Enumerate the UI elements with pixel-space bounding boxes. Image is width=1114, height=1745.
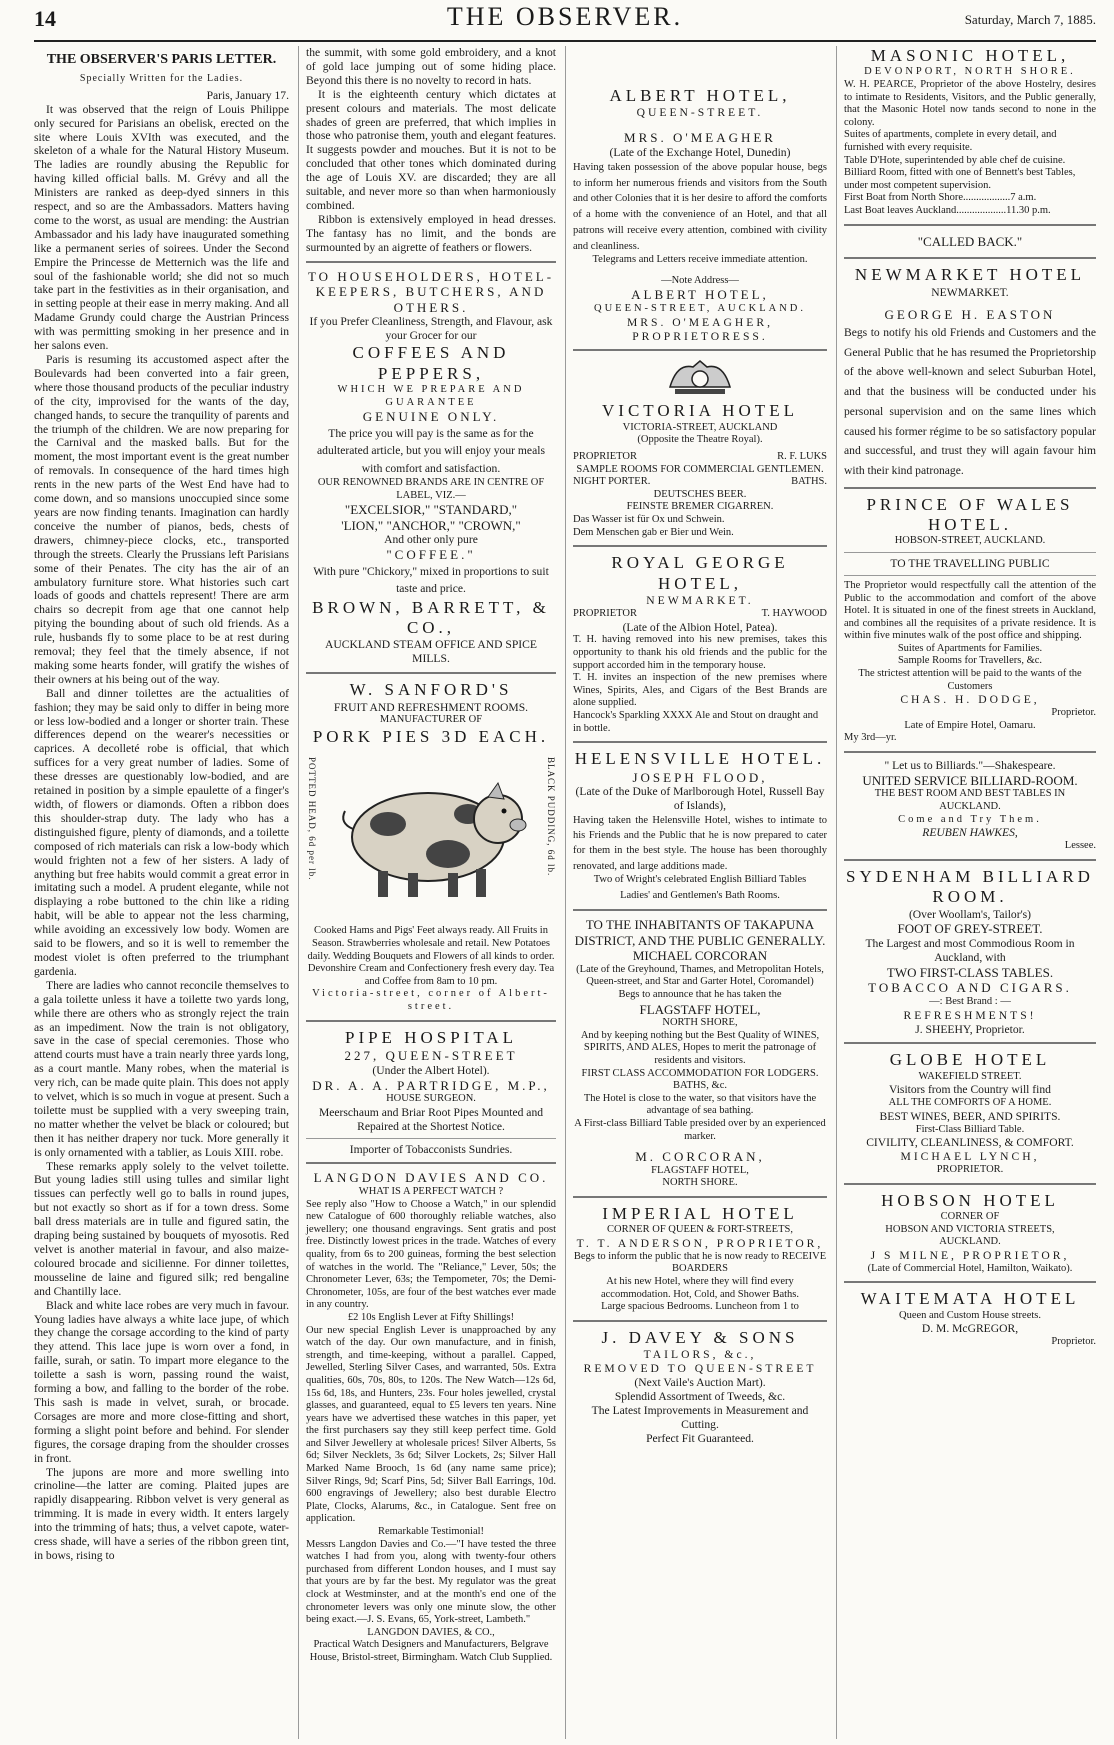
- ad-heading: PIPE HOSPITAL: [344, 1027, 517, 1047]
- ad-text: WHAT IS A PERFECT WATCH ?: [358, 1186, 504, 1197]
- sanford-ad: [306, 680, 556, 1013]
- ad-text: (Next Vaile's Auction Mart).: [634, 1375, 766, 1389]
- ad-text: Having taken the Helensville Hotel, wishes to intimate to his Friends and the Public that he is now prepared to cater for them in the best style. The house has been thoroughly renovated, and large additions made.: [573, 814, 827, 872]
- pipe-hospital-ad: [306, 1028, 556, 1157]
- paris-paragraph: Black and white lace robes are very much in favour. Young ladies have always a white lace jupe, of which they change the corsage according to the kind of party they attend. This lace jupe is worn over a fond, in faille, surah, or satin. To impart more elegance to the toilette a sash is worn, passing round the waist, forming a bow, and falling to the border of the robe. This sash is made in velvet, surah, or brocade. Corsages are more and more close-fitting and short, forming a slight point before and behind. For slender figures, the corsage draping from the shoulder crosses in front.: [34, 1298, 289, 1465]
- ad-text: Messrs Langdon Davies and Co.—"I have tested the three watches I had from you, along with twenty-four others purchased from different London houses, and I must say that yours are by far the best. My regulator was the great clock at Westminster, and at the month's end one of the chronometer levers was only one minute slow, the other being exact.—J. S. Evans, 65, York-street, Lambeth.": [306, 1538, 556, 1626]
- ad-text: Begs to announce that he has taken the: [618, 988, 782, 1000]
- ad-text: First Boat from North Shore..................7 a.m.: [844, 192, 1037, 204]
- globe-ad: [844, 1050, 1096, 1176]
- ad-text: CHAS. H. DODGE,: [900, 693, 1040, 707]
- takapuna-ad: [573, 917, 827, 1190]
- ad-text: FLAGSTAFF HOTEL,: [639, 1001, 761, 1017]
- divider: [573, 1320, 827, 1322]
- proprietor-line: [573, 451, 827, 464]
- ad-text: ALBERT HOTEL,: [631, 287, 769, 303]
- ad-text: At his new Hotel, where they will find every accommodation. Hot, Cold, and Shower Baths.: [600, 1275, 799, 1300]
- ad-text: REFRESHMENTS!: [903, 1008, 1037, 1022]
- ad-text: GEORGE H. EASTON: [884, 307, 1056, 323]
- divider: [306, 1020, 556, 1022]
- ad-text: REUBEN HAWKES,: [922, 826, 1018, 840]
- ad-text: TOBACCO AND CIGARS.: [868, 980, 1072, 996]
- porter-line: [573, 476, 827, 489]
- ad-text: Proprietor.: [1051, 1336, 1096, 1348]
- sydenham-ad: [844, 867, 1096, 1037]
- column-2: [298, 46, 556, 1739]
- paris-paragraph: Ball and dinner toilettes are the actualities of fashion; they may be said only to differ in being more or less low-bodied and a longer or shorter train. These differences depend on the wearer's necessities or caprices. A decolleté robe is official, that which suffices for a very great number of ladies. Some of these dresses are questionably low-bodied, and are retained in position by a simple epaulette of a finger's width, of flowers or diamonds. Often a ribbon does this shoulder-strap duty. The lady who has a distinguished figure, plenty of diamonds, and a toilette composed of rich materials can risk a low-body which would frighten not a few of her sisters. A lady of anything but free habits would commit a great error in imitating such a model. A prudent elegante, while not displaying a robe buttoned to the chin like a riding habit, will be able to appear not the less charming, while avoiding an excessively low body. Women are said to be flowers, and so it is well to remember the modest violet is often preferred to the triumphant gardenia.: [34, 686, 289, 978]
- ad-heading: W. SANFORD'S: [349, 680, 513, 700]
- ad-text: (Late of the Exchange Hotel, Dunedin): [609, 145, 791, 159]
- ad-text: Hancock's Sparkling XXXX Ale and Stout on draught and in bottle.: [573, 709, 819, 734]
- ad-text: (Over Woollam's, Tailor's): [908, 907, 1032, 921]
- ad-heading: TO HOUSEHOLDERS, HOTEL-: [307, 268, 555, 284]
- ad-text: BEST WINES, BEER, AND SPIRITS.: [879, 1109, 1061, 1123]
- ad-heading: KEEPERS, BUTCHERS, AND OTHERS.: [315, 284, 547, 315]
- ad-text: Last Boat leaves Auckland...................11.30 p.m.: [844, 204, 1051, 216]
- ad-heading: UNITED SERVICE BILLIARD-ROOM.: [862, 772, 1078, 788]
- columns: [34, 46, 1096, 1739]
- paris-paragraph-cont: It is the eighteenth century which dictates at present colours and materials. The most delicate shades of green are preferred, that which implies in those who patronise them, youth and elegant features. It suggests powder and mouches. But it is not to be concluded that other tones which dominated during the age of Louis XV. are discarded; they are all suitable, and never more so than when harmoniously combined.: [306, 87, 556, 212]
- ad-heading: IMPERIAL HOTEL: [602, 1203, 798, 1223]
- newspaper-title: THE OBSERVER.: [446, 2, 684, 31]
- ad-heading: WAITEMATA HOTEL: [860, 1289, 1080, 1309]
- ad-heading: NEWMARKET HOTEL: [854, 265, 1086, 285]
- ad-text: Table D'Hote, superintended by able chef de cuisine. Billiard Room, fitted with one of Bennett's best Tables, under most competent supervision.: [844, 154, 1076, 191]
- ad-text: The Proprietor would respectfully call the attention of the Public to the accommodation and comfort of the above Hotel. It is situated in one of the finest streets in Auckland, and combines all the requisites of a private residence. It is within five minutes walk of the post office and shipping.: [844, 579, 1096, 642]
- langdon-ad: [306, 1170, 556, 1664]
- ad-text: My 3rd—yr.: [844, 732, 897, 744]
- paris-letter-dateline: Paris, January 17.: [206, 88, 289, 102]
- ad-text: NEWMARKET.: [646, 594, 754, 607]
- ad-text: MICHAEL CORCORAN: [632, 948, 768, 964]
- victoria-hotel-ad: [573, 357, 827, 539]
- ad-heading: TO THE INHABITANTS OF TAKAPUNA DISTRICT, AND THE PUBLIC GENERALLY.: [574, 917, 826, 948]
- ad-text: The strictest attention will be paid to the wants of the Customers: [858, 668, 1082, 692]
- divider: [844, 224, 1096, 226]
- ad-text: Come and Try Them.: [898, 813, 1042, 825]
- ad-text: Visitors from the Country will find: [889, 1083, 1051, 1097]
- ad-text: And by keeping nothing but the Best Quality of WINES, SPIRITS, AND ALES, Hopes to merit the patronage of residents and visitors.: [580, 1029, 820, 1066]
- davey-ad: [573, 1328, 827, 1446]
- ad-heading: SYDENHAM BILLIARD ROOM.: [846, 866, 1094, 907]
- ad-text: SAMPLE ROOMS FOR COMMERCIAL GENTLEMEN.: [576, 463, 824, 475]
- ad-text: NORTH SHORE.: [662, 1177, 738, 1189]
- ad-text: Begs to notify his old Friends and Customers and the General Public that he has resumed the Proprietorship of the above well-known and select Suburban Hotel, and that the business will be conducted under his personal supervision and on the same lines which caused his former régime to be so satisfactory popular and successful, and trust they will again favour him with their kind patronage.: [844, 326, 1096, 477]
- paris-letter-title: THE OBSERVER'S PARIS LETTER.: [46, 52, 277, 67]
- ad-text: Ladies' and Gentlemen's Bath Rooms.: [620, 890, 780, 902]
- ad-text: JOSEPH FLOOD,: [632, 769, 768, 785]
- ad-text: QUEEN-STREET, AUCKLAND.: [593, 303, 806, 315]
- ad-brands: "EXCELSIOR," "STANDARD,": [344, 502, 518, 518]
- ad-text: 227, QUEEN-STREET: [344, 1048, 518, 1063]
- helensville-ad: [573, 749, 827, 903]
- ad-text: —Note Address—: [661, 274, 739, 286]
- divider: [306, 1138, 556, 1139]
- ad-text: Das Wasser ist für Ox und Schwein.: [573, 514, 725, 526]
- billiards-quote: " Let us to Billiards."—Shakespeare.: [884, 758, 1056, 772]
- ad-text: (Late of the Greyhound, Thames, and Metropolitan Hotels, Queen-street, and Star and Garter Hotel, Coromandel): [576, 963, 824, 988]
- ad-text: FOOT OF GREY-STREET.: [897, 921, 1043, 937]
- ad-text: T. H. having removed into his new premises, takes this opportunity to thank his old friends and the public for the support accorded him in the temporary house.: [573, 634, 827, 671]
- ad-text: PROPRIETOR: [573, 607, 637, 619]
- called-back-line: "CALLED BACK.": [917, 233, 1023, 249]
- ad-text: D. M. McGREGOR,: [921, 1322, 1019, 1336]
- ad-text: And other only pure: [384, 533, 478, 547]
- ad-text: The price you will pay is the same as for the adulterated article, but you will enjoy your meals with comfort and satisfaction.: [317, 426, 545, 475]
- ad-text: Proprietor.: [1051, 707, 1096, 719]
- ad-text: Importer of Tobacconists Sundries.: [349, 1142, 513, 1156]
- ad-text: M. CORCORAN,: [635, 1149, 765, 1165]
- ad-text: DR. A. A. PARTRIDGE, M.P.,: [312, 1077, 550, 1093]
- ad-text: Suites of apartments, complete in every detail, and furnished with every requisite.: [844, 129, 1057, 153]
- ad-text: MRS. O'MEAGHER: [624, 130, 776, 146]
- ad-text: THE BEST ROOM AND BEST TABLES IN AUCKLAND.: [874, 788, 1066, 813]
- ad-text: PROPRIETOR: [573, 451, 637, 463]
- ad-text: A First-class Billiard Table presided over by an experienced marker.: [574, 1117, 826, 1142]
- ad-heading: MASONIC HOTEL,: [870, 46, 1070, 65]
- imperial-ad: [573, 1204, 827, 1314]
- ad-text: MRS. O'MEAGHER, PROPRIETORESS.: [627, 315, 773, 343]
- ad-text: If you Prefer Cleanliness, Strength, and Flavour, ask your Grocer for our: [309, 315, 553, 343]
- ad-heading: HELENSVILLE HOTEL.: [574, 749, 826, 769]
- ad-text: CORNER OF: [940, 1211, 1000, 1223]
- ad-text: (Late of the Albion Hotel, Patea).: [622, 620, 778, 634]
- ad-text: GENUINE ONLY.: [362, 409, 500, 425]
- ad-heading: VICTORIA HOTEL: [602, 401, 798, 421]
- ad-heading: J. DAVEY & SONS: [601, 1327, 799, 1347]
- ad-text: DEVONPORT, NORTH SHORE.: [864, 66, 1076, 78]
- newmarket-ad: [844, 265, 1096, 481]
- ad-text: The Largest and most Commodious Room in Auckland, with: [865, 937, 1075, 964]
- ad-text: First-Class Billiard Table.: [915, 1123, 1025, 1135]
- ad-address: Victoria-street, corner of Albert-street.: [312, 988, 550, 1013]
- ad-text: DEUTSCHES BEER.: [653, 488, 747, 500]
- ad-text: BATHS.: [791, 476, 827, 488]
- paris-paragraph: Paris is resuming its accustomed aspect after the Boulevards had been converted into a fair green, where those thousand products of the peculiar industry of the city, improvised for the wants of the day, changed hands, to secure the tranquility of parents and the triumph of the children. We are now preparing for the Carnival and the masked balls. But for the moment, the most important event is the great number of removals. In consequence of the hard times high rents in the new parts of the West End have had to come down, and so mansions unoccupied since some years are now finding tenants. Imagination can hardly conceive the number of pianos, beds, chests of drawers, chimney-piece clocks, etc., transported through the streets. Clearly the Prussians left Parisians some of their Penates. The city has the air of an ambulatory furniture store. What histories such cart loads of goods and chattels represent! There are arm chairs so decrepit from age that one cannot help pitying the bounding about of such old friends. As a rule, husbands fly to some place to be at rest during removal; they feel that the timely absence, if not making some hearts fonder, will gratify the wishes of their owners at his being out of the way.: [34, 353, 289, 686]
- ad-text: FEINSTE BREMER CIGARREN.: [626, 501, 774, 513]
- ad-text: T. T. ANDERSON, PROPRIETOR,: [576, 1236, 824, 1250]
- ad-text: REMOVED TO QUEEN-STREET: [583, 1362, 817, 1376]
- ad-heading: GLOBE HOTEL: [889, 1050, 1051, 1070]
- ad-text: Suites of Apartments for Families.: [897, 642, 1043, 654]
- ad-text: TWO FIRST-CLASS TABLES.: [886, 964, 1054, 980]
- divider: [844, 859, 1096, 861]
- divider: [844, 1042, 1096, 1044]
- ad-heading: LANGDON DAVIES AND CO.: [313, 1170, 549, 1186]
- divider: [844, 1281, 1096, 1283]
- ad-heading: HOBSON HOTEL: [881, 1190, 1059, 1210]
- ad-text: J S MILNE, PROPRIETOR,: [870, 1248, 1070, 1262]
- royal-george-ad: [573, 553, 827, 735]
- ad-text: R. F. LUKS: [777, 451, 827, 463]
- ad-product: COFFEES AND PEPPERS,: [352, 343, 510, 383]
- ad-heading: ALBERT HOTEL,: [609, 86, 791, 105]
- divider: [844, 487, 1096, 489]
- ad-text: The Hotel is close to the water, so that visitors have the advantage of sea bathing.: [583, 1092, 817, 1117]
- ad-text: T. H. invites an inspection of the new premises where Wines, Spirits, Ales, and Cigars of the Best Brands are alone supplied.: [573, 672, 827, 709]
- ad-text: HOBSON-STREET, AUCKLAND.: [894, 535, 1046, 547]
- ad-text: AUCKLAND STEAM OFFICE AND SPICE MILLS.: [325, 638, 537, 666]
- ad-text: Sample Rooms for Travellers, &c.: [897, 655, 1043, 667]
- ad-text: FLAGSTAFF HOTEL,: [651, 1164, 749, 1176]
- paris-paragraph: These remarks apply solely to the velvet toilette. But young ladies still using tulles and similar light tissues can perfectly well go to balls in round jupes, but not exactly so short as if for a town dress. Some ball dress materials are in tulle and figured satin, the draping being sustained by bouquets of myosotis. Red velvet is another material in favour, and also maize-coloured brocade and sicilienne. For dinner toilettes, mousseline de laine and figured silk; red bengaline and Chantilly lace.: [34, 1159, 289, 1298]
- ad-text: £2 10s English Lever at Fifty Shillings!: [347, 1311, 515, 1323]
- ad-text: AUCKLAND.: [939, 1236, 1001, 1248]
- ad-text: MANUFACTURER OF: [379, 714, 483, 726]
- ad-text: "COFFEE.": [386, 547, 476, 563]
- ad-text: Large spacious Bedrooms. Luncheon from 1 to: [601, 1301, 799, 1313]
- ad-text: HOBSON AND VICTORIA STREETS,: [885, 1223, 1055, 1235]
- pig-icon: [328, 759, 528, 909]
- ad-text: (Late of the Duke of Marlborough Hotel, Russell Bay of Islands),: [575, 785, 825, 813]
- ad-text: The Latest Improvements in Measurement and Cutting.: [591, 1403, 809, 1431]
- ad-text: (Late of Commercial Hotel, Hamilton, Waikato).: [867, 1262, 1073, 1274]
- ad-text: QUEEN-STREET.: [636, 106, 764, 120]
- divider: [573, 1196, 827, 1198]
- ad-heading: PRINCE OF WALES HOTEL.: [866, 494, 1074, 535]
- waitemata-ad: [844, 1289, 1096, 1348]
- divider: [573, 909, 827, 911]
- proprietor-line: [573, 608, 827, 621]
- prince-of-wales-ad: [844, 495, 1096, 745]
- ad-text: See reply also "How to Choose a Watch," in our splendid new Catalogue of 600 thoroughly reliable watches, also jewellery; one thousand engravings. Sent gratis and post free. Distinctly lowest prices in the trade. Watches of every quality, from 6s to 200 guineas, forming the best selection of watches in the world. The "Reliance," Lever, 50s; the Chronometer Lever, 63s; the Tempometer, 70s; the Demi-Chronometer, 105s, are four of the best watches ever made in any country.: [306, 1198, 556, 1311]
- ad-text: Cooked Hams and Pigs' Feet always ready. All Fruits in Season. Strawberries wholesale and retail. New Potatoes daily. Wedding Bouquets and Flowers of all kinds to order. Devonshire Cream and Confectionery fresh every day. Tea and Coffee from 8am to 10 pm.: [307, 925, 555, 987]
- ad-text: Our new special English Lever is unapproached by any watch of the day. Our own manufacture, and in finish, strength, and time-keeping, without a parallel. Capped, Jewelled, Sterling Silver Cases, and warranted, 50s. Extra qualities, 60s, 70s, 80s, to 120s. The New Watch—12s 6d, 15s 6d, 18s, and Hunters, 23s. Four holes jewelled, crystal glasses, and guaranteed, equal to £5 levers ten years. Nine years have we advertised these watches in this paper, yet the first purchasers say they still keep perfect time. Gold and Silver Jewellery at wholesale prices! Silver Alberts, 5s 6d; Silver Necklets, 3s 6d; Silver Lockets, 2s; Silver Hall Marked Name Brooch, 1s 6d (any name same price); Silver Rings, 9d; Scarf Pins, 5d; Silver Ball Earrings, 10d. 600 engravings of Jewellery; also best durable Electro Plate, Clocks, Alarums, &c., in Catalogue. Sent free on application.: [306, 1324, 556, 1525]
- ad-text: LANGDON DAVIES, & CO.,: [367, 1626, 495, 1638]
- paris-paragraph-cont: the summit, with some gold embroidery, and a knot of gold lace jumping out of some hiding place. Beyond this there is no novelty to record in hats.: [306, 46, 556, 87]
- ad-text: TO THE TRAVELLING PUBLIC: [890, 557, 1050, 570]
- ad-pies: PORK PIES 3D EACH.: [312, 727, 550, 747]
- ad-text: Dem Menschen gab er Bier und Wein.: [573, 526, 734, 538]
- divider: [844, 552, 1096, 553]
- side-text: BLACK PUDDING, 6d lb.: [546, 757, 556, 877]
- paris-letter-byline: Specially Written for the Ladies.: [79, 72, 244, 84]
- ad-text: NEWMARKET.: [931, 285, 1009, 299]
- ad-text: CIVILITY, CLEANLINESS, & COMFORT.: [866, 1136, 1074, 1150]
- paris-paragraph: The jupons are more and more swelling into crinoline—the latter are coming. Plaited jupes are rapidly disappearing. Ribbon velvet is very general as trimming. It is made in every width. It enters largely into the trimming of hats; thus, a velvet capote, water-cress shade, will have a series of the ribbon green tint, in bows, rising to: [34, 1465, 289, 1562]
- ad-text: With pure "Chickory," mixed in proportions to suit taste and price.: [313, 564, 549, 596]
- issue-date: Saturday, March 7, 1885.: [964, 12, 1096, 27]
- ad-text: Lessee.: [1064, 840, 1096, 852]
- royal-crest-icon: [665, 357, 735, 397]
- ad-text: Practical Watch Designers and Manufacturers, Belgrave House, Bristol-street, Birmingham. Watch Club Supplied.: [309, 1639, 553, 1663]
- ad-text: Splendid Assortment of Tweeds, &c.: [614, 1389, 786, 1403]
- ad-text: T. HAYWOOD: [761, 607, 827, 619]
- divider: [844, 257, 1096, 259]
- pig-illustration-box: [306, 751, 556, 921]
- paris-paragraph-cont: Ribbon is extensively employed in head dresses. The fantasy has no limit, and the bonds are surmounted by an aigrette of feathers or flowers.: [306, 212, 556, 254]
- ad-text: (Under the Albert Hotel).: [372, 1063, 490, 1077]
- column-3: [565, 46, 827, 1739]
- divider: [306, 1162, 556, 1164]
- ad-text: Perfect Fit Guaranteed.: [646, 1431, 754, 1445]
- householders-ad: [306, 269, 556, 667]
- ad-text: ALL THE COMFORTS OF A HOME.: [888, 1097, 1052, 1109]
- divider: [306, 672, 556, 674]
- ad-text: Late of Empire Hotel, Oamaru.: [904, 719, 1036, 731]
- divider: [844, 751, 1096, 753]
- ad-text: NORTH SHORE,: [662, 1017, 738, 1029]
- ad-text: Begs to inform the public that he is now ready to RECEIVE BOARDERS: [573, 1250, 827, 1275]
- ad-text: HOUSE SURGEON.: [386, 1093, 476, 1105]
- ad-text: W. H. PEARCE, Proprietor of the above Hostelry, desires to intimate to Residents, Visitors, and the Public generally, that the Masonic Hotel now tands second to none in the colony.: [844, 78, 1096, 128]
- ad-text: TAILORS, &c.,: [643, 1348, 757, 1362]
- ad-text: WAKEFIELD STREET.: [918, 1070, 1022, 1082]
- ad-brands: 'LION," "ANCHOR," "CROWN,": [341, 517, 521, 533]
- ad-text: Having taken possession of the above popular house, begs to inform her numerous friends and visitors from the South and other Colonies that it is her desire to afford the comforts of a home with the convenience of an Hotel, and that all patrons will receive every attention, combined with civility and cleanliness.: [573, 161, 827, 252]
- column-4: [836, 46, 1096, 1739]
- divider: [573, 545, 827, 547]
- paris-paragraph: It was observed that the reign of Louis Philippe only secured for Parisians an obelisk, erected on the site where Louis XVIth was executed, and the skeleton of a whale for the Natural History Museum. The ladies are roundly abusing the Republic for having killed official balls. M. Grévy and all the Ministers are ranked as deep-dyed sinners in this respect, and so are the Ambassadors. Matters having come to the worst, as usual are mending: the Austrian Ambassador and his lady have inaugurated something like a permanent series of soirees. Under the Second Empire the Princesse de Metternich was the life and soul of the fashionable world; she did not so much take part in the festivities as in their organisation, and in setting people at their ease in merry making. And all Madame Grundy could charge the Austrian Princess with was permitting smoking in her presence and in her salons even.: [34, 102, 289, 353]
- column-1: [34, 46, 289, 1739]
- masthead: [34, 0, 1096, 42]
- ad-text: OUR RENOWNED BRANDS ARE IN CENTRE OF LABEL, VIZ.—: [317, 476, 545, 501]
- hobson-ad: [844, 1191, 1096, 1276]
- divider: [844, 1183, 1096, 1185]
- page-number: 14: [34, 6, 56, 31]
- ad-heading: ROYAL GEORGE HOTEL,: [611, 553, 789, 593]
- divider: [573, 349, 827, 351]
- paris-paragraph: There are ladies who cannot reconcile themselves to a gala toilette unless it have a toilette two yards long, while there are others who as strongly reject the train as an impediment. Now the train is not obligatory, save in the case of special ceremonies. Those who attend courts must have a train nearly three yards long, as a court mantle. Many robes, when the material is very rich, can be made quite plain. This does not apply to velvet, which is so much in vogue at present. Such a toilette must be supplied with a very sweeping train, no matter whether the velvet be black or coloured; but then it has neither drapery nor tuck. More generally it is only ornamented with a tablier, as Louis XIII. robe.: [34, 978, 289, 1159]
- ad-text: J. SHEEHY, Proprietor.: [915, 1022, 1025, 1036]
- albert-hotel-ad: [573, 86, 827, 343]
- side-text: POTTED HEAD, 6d per lb.: [306, 757, 317, 881]
- masonic-ad: [844, 46, 1096, 218]
- ad-text: FRUIT AND REFRESHMENT ROOMS.: [333, 700, 529, 714]
- divider: [573, 741, 827, 743]
- ad-text: (Opposite the Theatre Royal).: [637, 434, 763, 446]
- ad-text: —: Best Brand : —: [929, 996, 1011, 1007]
- ad-text: NIGHT PORTER.: [573, 476, 651, 488]
- ad-text: PROPRIETOR.: [936, 1164, 1004, 1176]
- ad-text: Queen and Custom House streets.: [898, 1309, 1042, 1321]
- ad-firm: BROWN, BARRETT, & CO.,: [312, 597, 550, 637]
- ad-text: VICTORIA-STREET, AUCKLAND: [622, 421, 778, 433]
- ad-text: CORNER OF QUEEN & FORT-STREETS,: [607, 1224, 793, 1236]
- ad-text: MICHAEL LYNCH,: [900, 1150, 1040, 1164]
- divider: [844, 575, 1096, 576]
- united-service-ad: [844, 773, 1096, 853]
- ad-text: Meerschaum and Briar Root Pipes Mounted and Repaired at the Shortest Notice.: [318, 1105, 544, 1133]
- divider: [306, 261, 556, 263]
- ad-text: FIRST CLASS ACCOMMODATION FOR LODGERS. BATHS, &c.: [581, 1067, 819, 1092]
- ad-text: Two of Wright's celebrated English Billiard Tables: [593, 873, 807, 885]
- ad-text: Telegrams and Letters receive immediate attention.: [592, 254, 808, 266]
- ad-text: WHICH WE PREPARE AND GUARANTEE: [337, 383, 525, 408]
- ad-text: Remarkable Testimonial!: [377, 1526, 485, 1538]
